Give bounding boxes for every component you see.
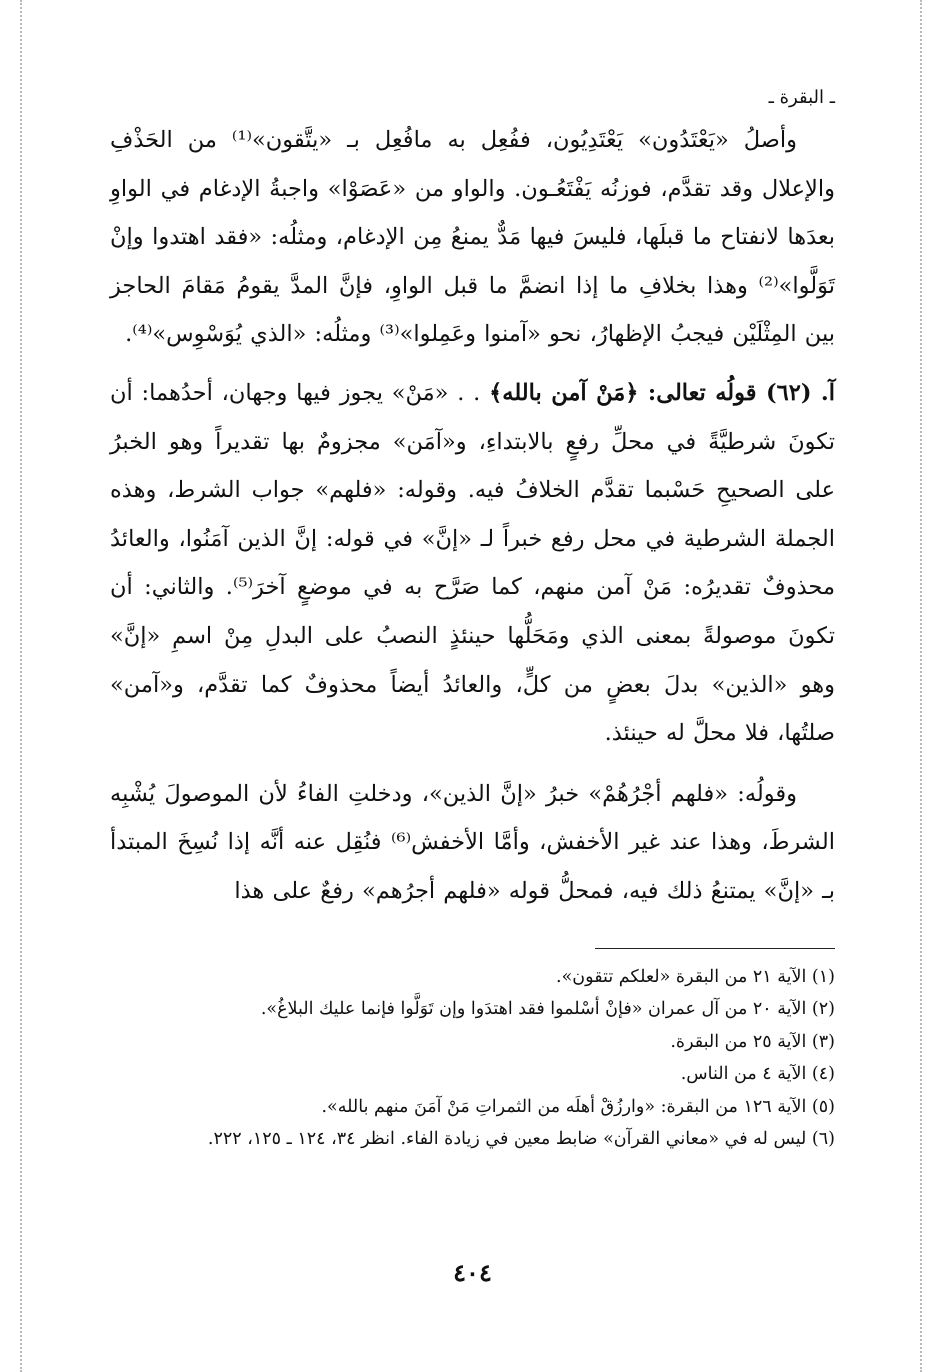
footnote-5: (٥) الآية ١٢٦ من البقرة: «وارزُقْ أهلَه من الثمراتِ مَنْ آمَنَ منهم بالله».	[321, 1096, 835, 1117]
footnote-1: (١) الآية ٢١ من البقرة «لعلكم تتقون».	[556, 966, 835, 987]
left-margin-dotted-line	[20, 0, 22, 1372]
footnote-6: (٦) ليس له في «معاني القرآن» ضابط معين في زيادة الفاء. انظر ٣٤، ١٢٤ ـ ١٢٥، ٢٢٢.	[207, 1129, 835, 1149]
footnote-3: (٣) الآية ٢٥ من البقرة.	[670, 1031, 835, 1052]
book-page	[110, 86, 835, 1356]
section-body: . . «مَنْ» يجوز فيها وجهان، أحدُهما: أن تكونَ شرطيَّةً في محلِّ رفعٍ بالابتداءِ، و«آمَن» مجزومٌ بها تقديراً وهو الخبرُ على الصحيحِ حَسْبما تقدَّم الخلافُ فيه. وقوله: «فلهم» جواب الشرط، وهذه الجملة الشرطية في محل رفع خبراً لـ «إنَّ» في قوله: إنَّ الذين آمَنُوا، والعائدُ محذوفٌ تقديرُه: مَنْ آمن منهم، كما صَرَّح به في موضعٍ آخرَ⁽⁵⁾. والثاني: أن تكونَ موصولةً بمعنى الذي ومَحَلُّها حينئذٍ النصبُ على البدلِ مِنْ اسمِ «إنَّ» وهو «الذين» بدلَ بعضٍ من كلٍّ، والعائدُ أيضاً محذوفٌ كما تقدَّم، و«آمن» صلتُها، فلا محلَّ له حينئذ.	[110, 379, 835, 747]
section-verse-62	[110, 369, 835, 758]
footnote-4: (٤) الآية ٤ من الناس.	[680, 1064, 835, 1084]
footnotes-list	[110, 961, 835, 1156]
paragraph-falahum: وقولُه: «فلهم أجْرُهُمْ» خبرُ «إنَّ الذين»، ودخلتِ الفاءُ لأن الموصولَ يُشْبِه الشرطَ، وهذا عند غير الأخفش، وأمَّا الأخفش⁽⁶⁾ فنُقِل عنه أنَّه إذا نُسِخَ المبتدأ بـ «إنَّ» يمتنعُ ذلك فيه، فمحلُّ قوله «فلهم أجرُهم» رفعٌ على هذا	[110, 780, 835, 904]
right-margin-dotted-line	[920, 0, 922, 1372]
paragraph-intro: وأصلُ «يَعْتَدُون» يَعْتَدِيُون، ففُعِل به مافُعِل بـ «يتَّقون»⁽¹⁾ من الحَذْفِ والإعلال وقد تقدَّم، فوزنُه يَفْتَعُـون. والواو من «عَصَوْا» واجبةُ الإدغام في الواوِ بعدَها لانفتاح ما قبلَها، فليسَ فيها مَدٌّ يمنعُ مِن الإدغام، ومثلُه: «فقد اهتدوا وإنْ تَوَلَّوا»⁽²⁾ وهذا بخلافِ ما إذا انضمَّ ما قبل الواوِ، فإنَّ المدَّ يقومُ مَقامَ الحاجز بين المِثْلَيْن فيجبُ الإظهارُ، نحو «آمنوا وعَمِلوا»⁽³⁾ ومثلُه: «الذي يُوَسْوِس»⁽⁴⁾.	[110, 127, 835, 348]
section-heading: آ. (٦٢) قولُه تعالى: ﴿مَنْ آمن بالله﴾	[489, 379, 835, 406]
footnote-separator	[595, 948, 835, 949]
running-header: ـ البقرة ـ	[768, 87, 835, 108]
footnote-2: (٢) الآية ٢٠ من آل عمران «فإنْ أسْلموا فقد اهتدَوا وإن تَوَلَّوا فإنما عليك البلاغُ».	[260, 999, 835, 1019]
page-number: ٤٠٤	[453, 1258, 492, 1287]
